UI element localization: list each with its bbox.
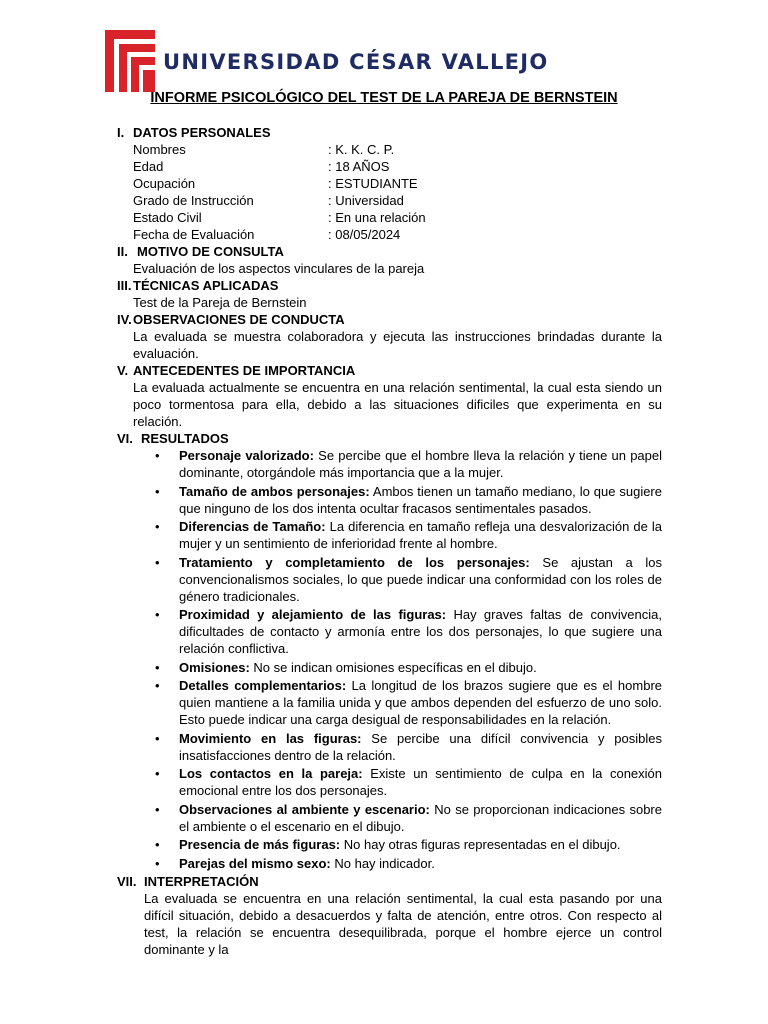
item-text: Hay graves faltas de convivencia, dificultades de contacto y armonía entre los dos personajes, lo que sugiere una relación conflictiva. bbox=[179, 607, 662, 656]
item-text: La longitud de los brazos sugiere que es el hombre quien mantiene a la familia unida y que ambos dependen del esfuerzo de uno solo. Esto puede indicar una carga desigual de responsabilidades en la relación. bbox=[179, 678, 662, 727]
section-antecedentes bbox=[117, 362, 662, 379]
section-number: IV. bbox=[117, 312, 132, 327]
field-value: : En una relación bbox=[328, 210, 426, 225]
personal-data-list bbox=[117, 141, 662, 243]
item-text: No hay otras figuras representadas en el dibujo. bbox=[340, 837, 621, 852]
section-tecnicas-aplicadas bbox=[117, 277, 662, 294]
section-heading: INTERPRETACIÓN bbox=[144, 874, 259, 889]
section-number: V. bbox=[117, 363, 129, 378]
section-number: II. bbox=[117, 244, 128, 259]
item-title: Los contactos en la pareja: bbox=[179, 766, 363, 781]
section-number: VII. bbox=[117, 874, 137, 889]
field-value: : K. K. C. P. bbox=[328, 142, 395, 157]
section-number: I. bbox=[117, 125, 125, 140]
section-heading: MOTIVO DE CONSULTA bbox=[137, 244, 284, 259]
report-body bbox=[117, 124, 662, 958]
item-text: Se percibe una difícil convivencia y posibles insatisfacciones dentro de la relación. bbox=[179, 730, 662, 763]
item-text: No se indican omisiones específicas en el dibujo. bbox=[249, 659, 537, 675]
field-row bbox=[133, 226, 662, 243]
field-label: Ocupación bbox=[133, 176, 196, 191]
list-item bbox=[133, 447, 662, 481]
field-value: : 18 AÑOS bbox=[328, 159, 390, 174]
section-heading: TÉCNICAS APLICADAS bbox=[133, 278, 279, 293]
section-heading: OBSERVACIONES DE CONDUCTA bbox=[133, 312, 345, 327]
field-label: Fecha de Evaluación bbox=[133, 227, 255, 242]
list-item bbox=[133, 518, 662, 552]
item-title: Proximidad y alejamiento de las figuras: bbox=[179, 607, 447, 622]
field-value: : Universidad bbox=[328, 193, 404, 208]
list-item bbox=[133, 730, 662, 764]
field-row bbox=[133, 209, 662, 226]
list-item bbox=[133, 836, 662, 853]
list-item bbox=[133, 677, 662, 728]
list-item bbox=[133, 855, 662, 872]
section-text: La evaluada actualmente se encuentra en una relación sentimental, la cual esta siendo un poco tormentosa para ella, debido a las situaciones dificiles que experimenta en su relación. bbox=[133, 380, 662, 429]
list-item bbox=[133, 659, 662, 676]
field-row bbox=[133, 141, 662, 158]
list-item bbox=[133, 606, 662, 657]
item-title: Presencia de más figuras: bbox=[179, 837, 341, 852]
section-number: III. bbox=[117, 278, 132, 293]
university-name: UNIVERSIDAD CÉSAR VALLEJO bbox=[163, 50, 549, 74]
item-title: Personaje valorizado: bbox=[179, 448, 314, 463]
university-logo-icon bbox=[105, 30, 155, 92]
report-title: INFORME PSICOLÓGICO DEL TEST DE LA PAREJA DE BERNSTEIN bbox=[150, 90, 618, 106]
item-text: Ambos tienen un tamaño mediano, lo que sugiere que ninguno de los dos intenta ocultar fracasos sentimentales pasados. bbox=[179, 483, 662, 516]
section-motivo-consulta bbox=[117, 243, 662, 260]
section-text: La evaluada se encuentra en una relación sentimental, la cual esta pasando por una difícil situación, debido a desacuerdos y falta de atención, entre otros. Con respecto al test, la relación se encuentra desequilibrada, porque el hombre ejerce un control dominante y la bbox=[144, 891, 662, 957]
list-item bbox=[133, 765, 662, 799]
item-text: Se ajustan a los convencionalismos sociales, lo que puede indicar una conformidad con los roles de género tradicionales. bbox=[179, 554, 662, 604]
section-resultados bbox=[117, 430, 662, 447]
item-title: Observaciones al ambiente y escenario: bbox=[179, 801, 430, 817]
university-header bbox=[105, 30, 549, 94]
section-datos-personales bbox=[117, 124, 662, 141]
field-row bbox=[133, 192, 662, 209]
section-heading: RESULTADOS bbox=[141, 431, 229, 446]
list-item bbox=[133, 554, 662, 605]
item-text: Existe un sentimiento de culpa en la conexión emocional entre los dos personajes. bbox=[179, 766, 662, 798]
item-title: Tratamiento y completamiento de los personajes: bbox=[179, 554, 530, 570]
item-title: Diferencias de Tamaño: bbox=[179, 519, 326, 534]
field-label: Estado Civil bbox=[133, 210, 202, 225]
item-title: Tamaño de ambos personajes: bbox=[179, 483, 370, 499]
item-title: Parejas del mismo sexo: bbox=[179, 855, 331, 871]
section-heading: DATOS PERSONALES bbox=[133, 125, 271, 140]
item-title: Omisiones: bbox=[179, 659, 250, 675]
item-text: Se percibe que el hombre lleva la relación y tiene un papel dominante, otorgándole más importancia que a la mujer. bbox=[179, 448, 662, 480]
list-item bbox=[133, 483, 662, 517]
item-text: La diferencia en tamaño refleja una desvalorización de la mujer y un sentimiento de inferioridad frente al hombre. bbox=[179, 519, 662, 551]
section-interpretacion bbox=[117, 873, 662, 890]
list-item bbox=[133, 801, 662, 835]
field-label: Edad bbox=[133, 159, 164, 174]
section-heading: ANTECEDENTES DE IMPORTANCIA bbox=[133, 363, 356, 378]
section-text: La evaluada se muestra colaboradora y ejecuta las instrucciones brindadas durante la evaluación. bbox=[133, 329, 662, 361]
field-value: : 08/05/2024 bbox=[328, 227, 401, 242]
results-list bbox=[117, 447, 662, 872]
field-row bbox=[133, 175, 662, 192]
item-title: Movimiento en las figuras: bbox=[179, 730, 362, 746]
field-label: Nombres bbox=[133, 142, 186, 157]
item-text: No se proporcionan indicaciones sobre el ambiente o el escenario en el dibujo. bbox=[179, 801, 662, 834]
item-text: No hay indicador. bbox=[330, 855, 435, 871]
field-row bbox=[133, 158, 662, 175]
field-label: Grado de Instrucción bbox=[133, 193, 254, 208]
section-text: Test de la Pareja de Bernstein bbox=[133, 295, 307, 310]
field-value: : ESTUDIANTE bbox=[328, 176, 418, 191]
section-text: Evaluación de los aspectos vinculares de la pareja bbox=[133, 261, 425, 276]
section-number: VI. bbox=[117, 431, 133, 446]
section-observaciones-conducta bbox=[117, 311, 662, 328]
item-title: Detalles complementarios: bbox=[179, 678, 347, 693]
